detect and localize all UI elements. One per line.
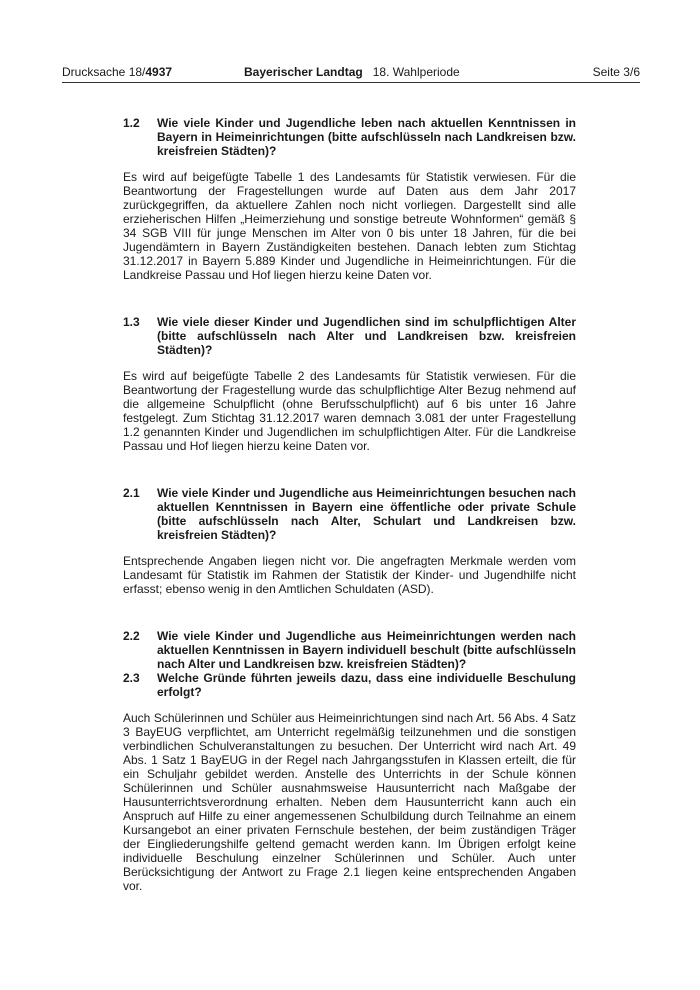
header-divider [62, 82, 640, 83]
question-text: Wie viele Kinder und Jugendliche aus Heimeinrichtungen besuchen nach aktuellen Kenntnissen in Bayern eine öffentliche oder private Schule (bitte aufschlüsseln nach Alter, Schulart und Landkreisen bzw. kreisfreien Städten)? [157, 486, 576, 542]
answer-text: Auch Schülerinnen und Schüler aus Heimeinrichtungen sind nach Art. 56 Abs. 4 Satz 3 BayEUG verpflichtet, am Unterricht regelmäßig teilzunehmen und die sonstigen verbindlichen Schulveranstaltungen zu besuchen. Der Unterricht wird nach Art. 49 Abs. 1 Satz 1 BayEUG in der Regel nach Jahrgangsstufen in Klassen erteilt, die für ein Schuljahr gebildet werden. Anstelle des Unterrichts in der Schule können Schülerinnen und Schüler ausnahmsweise Hausunterricht nach Maßgabe der Hausunterrichtsverordnung erhalten. Neben dem Hausunterricht kann auch ein Anspruch auf Hilfe zu einer angemessenen Schulbildung durch Teilnahme an einem Kursangebot an einer privaten Fernschule bestehen, der beim zuständigen Träger der Eingliederungshilfe geltend gemacht werden kann. Im Übrigen erfolgt keine individuelle Beschulung einzelner Schülerinnen und Schüler. Auch unter Berücksichtigung der Antwort zu Frage 2.1 liegen keine entsprechenden Angaben vor. [123, 711, 576, 893]
question-text: Welche Gründe führten jeweils dazu, dass eine individuelle Beschulung erfolgt? [157, 671, 576, 699]
question-number: 2.2 [123, 629, 140, 643]
section-2-2-2-3 [123, 629, 576, 893]
question-number: 2.1 [123, 486, 140, 500]
question [123, 486, 576, 542]
page-number: Seite 3/6 [592, 65, 640, 79]
question-text: Wie viele Kinder und Jugendliche aus Heimeinrichtungen werden nach aktuellen Kenntnissen in Bayern individuell beschult (bitte aufschlüsseln nach Alter und Landkreisen bzw. kreisfreien Städten)? [157, 629, 576, 671]
question [123, 116, 576, 158]
answer-text: Es wird auf beigefügte Tabelle 1 des Landesamts für Statistik verwiesen. Für die Beantwortung der Fragestellungen wurde auf Daten aus dem Jahr 2017 zurückgegriffen, da aktuellere Zahlen noch nicht vorliegen. Dargestellt sind alle erzieherischen Hilfen „Heimerziehung und sonstige betreute Wohnformen“ gemäß § 34 SGB VIII für junge Menschen im Alter von 0 bis unter 18 Jahren, für die bei Jugendämtern in Bayern Zuständigkeiten bestehen. Danach lebten zum Stichtag 31.12.2017 in Bayern 5.889 Kinder und Jugendliche in Heimeinrichtungen. Für die Landkreise Passau und Hof liegen hierzu keine Daten vor. [123, 170, 576, 282]
question-number: 1.3 [123, 315, 140, 329]
answer-text: Entsprechende Angaben liegen nicht vor. Die angefragten Merkmale werden vom Landesamt für Statistik im Rahmen der Statistik der Kinder- und Jugendhilfe nicht erfasst; ebenso wenig in den Amtlichen Schuldaten (ASD). [123, 554, 576, 596]
question [123, 629, 576, 671]
section-2-1 [123, 486, 576, 596]
section-1-2 [123, 116, 576, 282]
page-header [62, 64, 640, 80]
section-1-3 [123, 315, 576, 453]
parliament-info: Bayerischer Landtag 18. Wahlperiode [244, 65, 460, 79]
question-text: Wie viele Kinder und Jugendliche leben nach aktuellen Kenntnissen in Bayern in Heimeinrichtungen (bitte aufschlüsseln nach Landkreisen bzw. kreisfreien Städten)? [157, 116, 576, 158]
question [123, 315, 576, 357]
question-number: 1.2 [123, 116, 140, 130]
answer-text: Es wird auf beigefügte Tabelle 2 des Landesamts für Statistik verwiesen. Für die Beantwortung der Fragestellung wurde das schulpflichtige Alter Bezug nehmend auf die allgemeine Schulpflicht (ohne Berufsschulpflicht) auf 6 bis unter 16 Jahre festgelegt. Zum Stichtag 31.12.2017 waren demnach 3.081 der unter Fragestellung 1.2 genannten Kinder und Jugendlichen im schulpflichtigen Alter. Für die Landkreise Passau und Hof liegen hierzu keine Daten vor. [123, 369, 576, 453]
question-number: 2.3 [123, 671, 140, 685]
document-number: Drucksache 18/4937 [62, 65, 173, 79]
question [123, 671, 576, 699]
question-text: Wie viele dieser Kinder und Jugendlichen sind im schulpflichtigen Alter (bitte aufschlüsseln nach Alter und Landkreisen bzw. kreisfreien Städten)? [157, 315, 576, 357]
document-body [123, 116, 576, 893]
